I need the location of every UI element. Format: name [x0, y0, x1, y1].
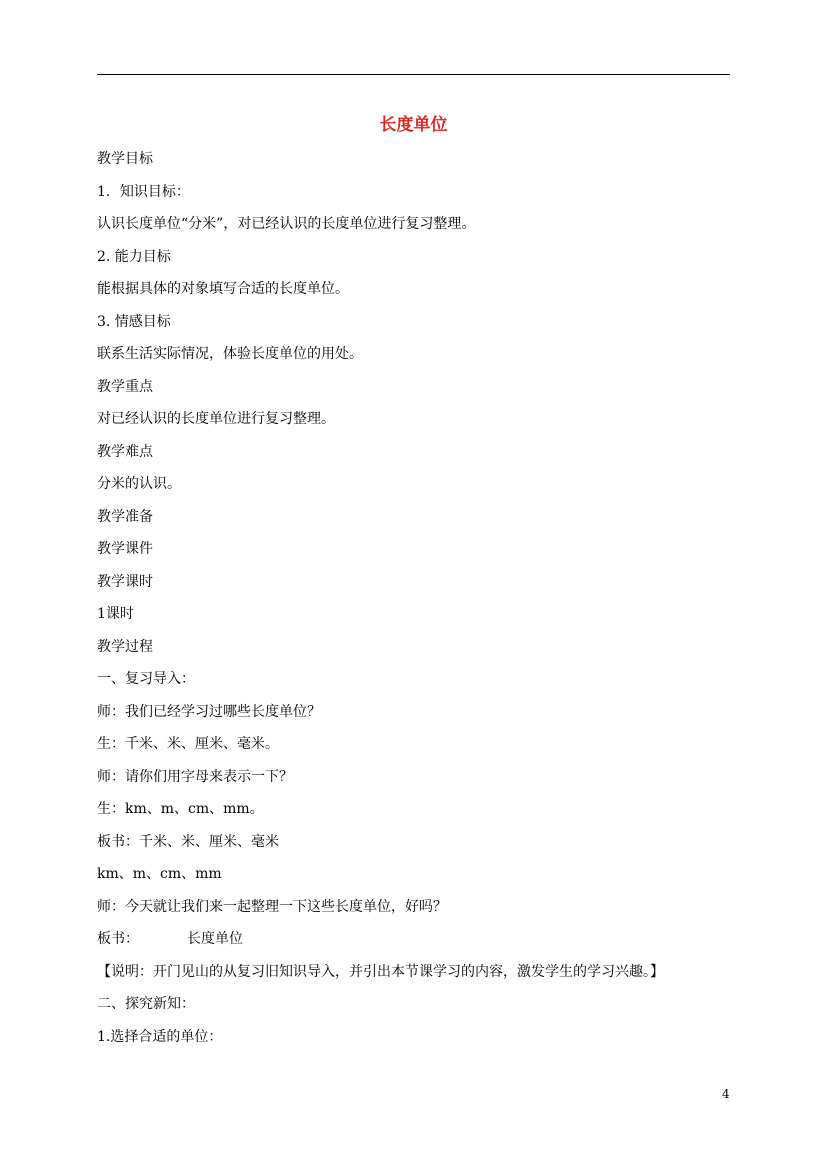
- text-line: 1.选择合适的单位：: [97, 1029, 223, 1045]
- text-line: 一、复习导入：: [97, 671, 195, 687]
- text-line: 能根据具体的对象填写合适的长度单位。: [97, 281, 349, 297]
- text-line: 教学准备: [97, 509, 153, 525]
- text-line: 教学课时: [97, 574, 153, 590]
- text-line: 对已经认识的长度单位进行复习整理。: [97, 411, 335, 427]
- text-line: 教学课件: [97, 541, 153, 557]
- text-line: 教学难点: [97, 444, 153, 460]
- text-line: 生：千米、米、厘米、毫米。: [97, 736, 279, 752]
- text-line: 教学重点: [97, 379, 153, 395]
- text-line: 板书：千米、米、厘米、毫米: [97, 834, 279, 850]
- text-line: 认识长度单位“分米”，对已经认识的长度单位进行复习整理。: [97, 216, 476, 232]
- text-line: km、m、cm、mm: [97, 866, 222, 882]
- board-title: 长度单位: [187, 931, 243, 947]
- text-line: 师：我们已经学习过哪些长度单位？: [97, 704, 321, 720]
- note-line: 【说明：开门见山的从复习旧知识导入，并引出本节课学习的内容，激发学生的学习兴趣。】: [97, 964, 664, 980]
- text-line: 二、探究新知：: [97, 996, 195, 1012]
- board-label: 板书：: [97, 931, 139, 947]
- text-line: 教学过程: [97, 639, 153, 655]
- text-line: 1课时: [97, 606, 134, 622]
- text-line: 联系生活实际情况，体验长度单位的用处。: [97, 346, 363, 362]
- header-rule: [97, 74, 730, 75]
- text-line: 1．知识目标：: [97, 184, 190, 200]
- text-line: 师：请你们用字母来表示一下？: [97, 769, 293, 785]
- text-line: 3. 情感目标: [97, 314, 171, 330]
- text-line: 2. 能力目标: [97, 249, 171, 265]
- text-line: 分米的认识。: [97, 476, 181, 492]
- board-line: [97, 930, 243, 948]
- document-title: 长度单位: [379, 115, 448, 135]
- text-line: 师：今天就让我们来一起整理一下这些长度单位，好吗？: [97, 899, 447, 915]
- text-line: 生：km、m、cm、mm。: [97, 801, 264, 817]
- text-line: 教学目标: [97, 151, 153, 167]
- page-number: 4: [722, 1087, 730, 1101]
